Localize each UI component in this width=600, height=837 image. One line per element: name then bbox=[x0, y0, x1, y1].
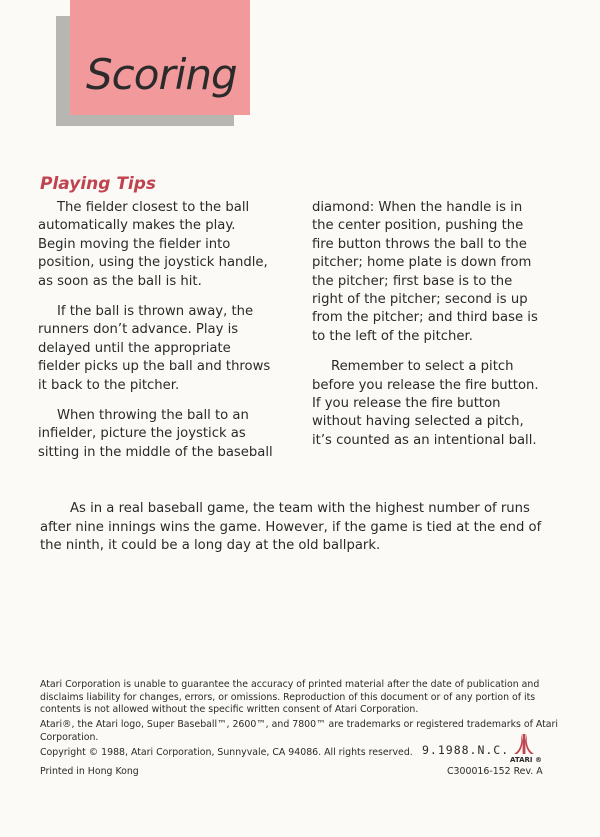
printed-in-text: Printed in Hong Kong bbox=[40, 766, 139, 777]
part-number: C300016-152 Rev. A bbox=[447, 766, 543, 777]
left-column bbox=[38, 199, 273, 474]
trademark-text: Atari®, the Atari logo, Super Baseball™, 2600™, and 7800™ are trademarks or registered trademarks of Atari Corporation. bbox=[40, 719, 559, 743]
section-heading: Playing Tips bbox=[40, 174, 157, 194]
atari-fuji-icon bbox=[513, 733, 535, 755]
paragraph-fielder: The fielder closest to the ball automatically makes the play. Begin moving the fielder into position, using the joystick handle, as soon as the ball is hit. bbox=[38, 200, 268, 289]
paragraph-thrown-away: If the ball is thrown away, the runners don’t advance. Play is delayed until the appropriate fielder picks up the ball and throws it back to the pitcher. bbox=[38, 304, 271, 393]
copyright-text: Copyright © 1988, Atari Corporation, Sunnyvale, CA 94086. All rights reserved. bbox=[40, 747, 413, 758]
paragraph-select-pitch: Remember to select a pitch before you release the fire button. If you release the fire button without having selected a pitch, it’s counted as an intentional ball. bbox=[312, 359, 539, 448]
print-code: 9.1988.N.C. bbox=[422, 743, 510, 757]
atari-logo-word: ATARI ® bbox=[510, 756, 542, 764]
disclaimer-text: Atari Corporation is unable to guarantee the accuracy of printed material after the date of publication and disclaims liability for changes, errors, or omissions. Reproduction of this document or of any portion of its contents is not allowed without the specific written consent of Atari Corporation. bbox=[40, 679, 540, 716]
right-column bbox=[312, 199, 547, 462]
paragraph-throwing: When throwing the ball to an infielder, picture the joystick as sitting in the middle of the baseball bbox=[38, 408, 273, 460]
paragraph-diamond: diamond: When the handle is in the center position, pushing the fire button throws the ball to the pitcher; home plate is down from the pitcher; first base is to the right of the pitcher; second is up from the pitcher; and third base is to the left of the pitcher. bbox=[312, 200, 538, 344]
page-title: Scoring bbox=[86, 50, 237, 99]
closing-paragraph: As in a real baseball game, the team with the highest number of runs after nine innings wins the game. However, if the game is tied at the end of the ninth, it could be a long day at the old ballpark. bbox=[40, 501, 542, 553]
